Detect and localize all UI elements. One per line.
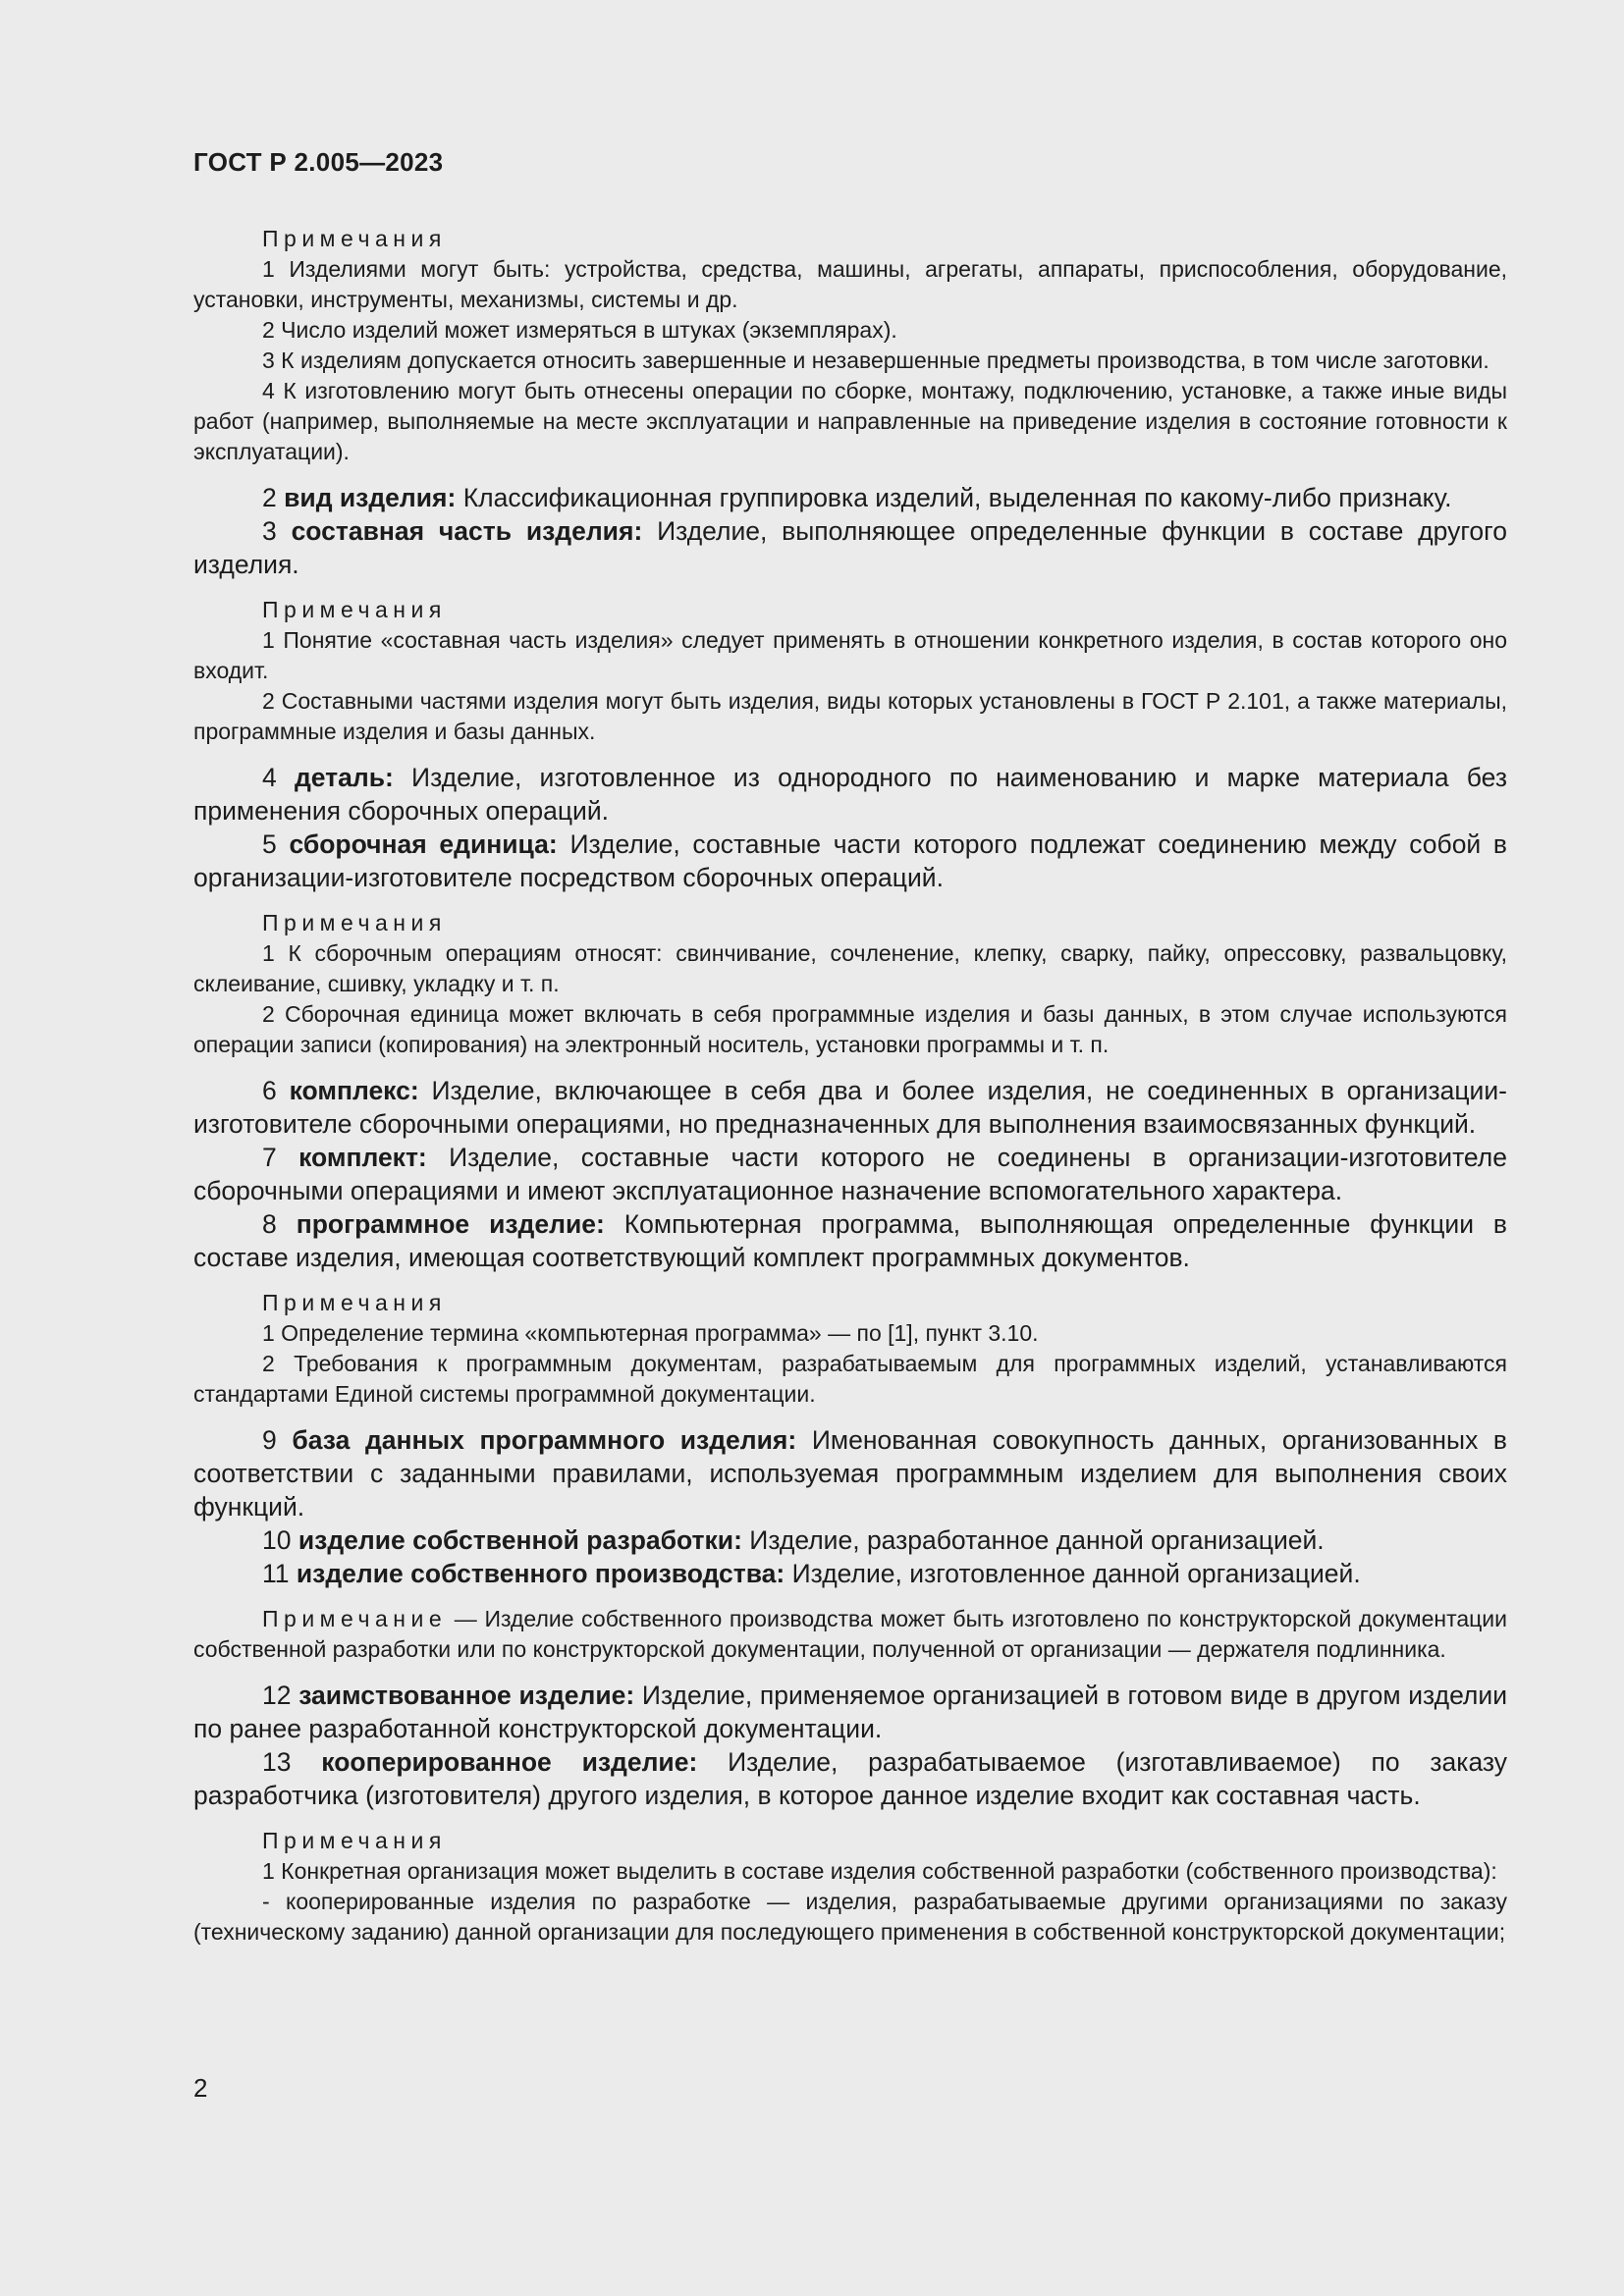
note-item: 2 Сборочная единица может включать в себя программные изделия и базы данных, в этом случае используются операции записи (копирования) на электронный носитель, установки программы и т. п. [193, 1001, 1507, 1057]
note-item: - кооперированные изделия по разработке — изделия, разрабатываемые другими организациями по заказу (техническому заданию) данной организации для последующего применения в собственной конструкторской документации; [193, 1889, 1507, 1945]
note-item: 1 Изделиями могут быть: устройства, средства, машины, агрегаты, аппараты, приспособления, оборудование, установки, инструменты, механизмы, системы и др. [193, 256, 1507, 312]
term-number: 5 [262, 829, 277, 859]
term-text: Изделие, разработанное данной организацией. [749, 1525, 1325, 1555]
note-item: 1 Понятие «составная часть изделия» следует применять в отношении конкретного изделия, в состав которого оно входит. [193, 627, 1507, 683]
term-definition [193, 761, 1507, 828]
term-number: 11 [262, 1559, 290, 1588]
term-definition [193, 481, 1507, 514]
term-number: 6 [262, 1076, 277, 1105]
term-number: 3 [262, 516, 277, 546]
term-name: комплекс: [289, 1076, 419, 1105]
notes-heading: Примечания [262, 1290, 447, 1315]
term-name: вид изделия: [284, 483, 457, 512]
page-number: 2 [193, 2073, 208, 2103]
document-body [193, 224, 1507, 1948]
note-heading: Примечание [262, 1606, 448, 1631]
term-number: 2 [262, 483, 277, 512]
term-text: Изделие, составные части которого подлежат соединению между собой в организации-изготовителе посредством сборочных операций. [193, 829, 1508, 892]
term-name: кооперированное изделие: [321, 1747, 698, 1777]
term-name: изделие собственной разработки: [298, 1525, 742, 1555]
term-text: Изделие, изготовленное из однородного по наименованию и марке материала без применения сборочных операций. [193, 763, 1507, 826]
term-number: 8 [262, 1209, 277, 1239]
term-text: Классификационная группировка изделий, выделенная по какому-либо признаку. [462, 483, 1452, 512]
term-text: Изделие, применяемое организацией в готовом виде в другом изделии по ранее разработанной конструкторской документации. [193, 1681, 1508, 1743]
term-name: база данных программного изделия: [292, 1425, 797, 1455]
term-text: Изделие, составные части которого не соединены в организации-изготовителе сборочными операциями и имеют эксплуатационное назначение вспомогательного характера. [193, 1143, 1507, 1205]
single-note: Примечание — Изделие собственного производства может быть изготовлено по конструкторской документации собственной разработки или по конструкторской документации, полученной от организации — держателя подлинника. [193, 1606, 1508, 1662]
term-name: сборочная единица: [289, 829, 558, 859]
term-definition [193, 1557, 1507, 1590]
term-definition [193, 1074, 1507, 1141]
term-text: Изделие, разрабатываемое (изготавливаемое) по заказу разработчика (изготовителя) другого изделия, в которое данное изделие входит как составная часть. [193, 1747, 1507, 1810]
note-text: Изделие собственного производства может быть изготовлено по конструкторской документации собственной разработки или по конструкторской документации, полученной от организации — держателя подлинника. [193, 1606, 1508, 1662]
note-item: 1 Конкретная организация может выделить в составе изделия собственной разработки (собственного производства): [262, 1858, 1497, 1884]
term-text: Именованная совокупность данных, организованных в соответствии с заданными правилами, используемая программным изделием для выполнения своих функций. [193, 1425, 1508, 1522]
term-name: программное изделие: [296, 1209, 605, 1239]
term-number: 12 [262, 1681, 292, 1710]
term-definition [193, 1745, 1507, 1812]
term-text: Изделие, выполняющее определенные функции в составе другого изделия. [193, 516, 1507, 579]
term-definition [193, 514, 1507, 581]
term-text: Компьютерная программа, выполняющая определенные функции в составе изделия, имеющая соответствующий комплект программных документов. [193, 1209, 1507, 1272]
note-item: 1 Определение термина «компьютерная программа» — по [1], пункт 3.10. [262, 1320, 1039, 1346]
note-item: 2 Составными частями изделия могут быть изделия, виды которых установлены в ГОСТ Р 2.101, а также материалы, программные изделия и базы данных. [193, 688, 1507, 744]
term-number: 13 [262, 1747, 292, 1777]
term-number: 9 [262, 1425, 277, 1455]
note-item: 1 К сборочным операциям относят: свинчивание, сочленение, клепку, сварку, пайку, опрессовку, развальцовку, склеивание, сшивку, укладку и т. п. [193, 940, 1507, 996]
notes-heading: Примечания [262, 1828, 447, 1853]
note-item: 4 К изготовлению могут быть отнесены операции по сборке, монтажу, подключению, установке, а также иные виды работ (например, выполняемые на месте эксплуатации и направленные на приведение изделия в состояние готовности к эксплуатации). [193, 378, 1507, 464]
term-number: 7 [262, 1143, 277, 1172]
term-number: 10 [262, 1525, 292, 1555]
notes-heading: Примечания [262, 226, 447, 251]
term-name: заимствованное изделие: [298, 1681, 635, 1710]
notes-heading: Примечания [262, 597, 447, 622]
term-text: Изделие, изготовленное данной организацией. [791, 1559, 1361, 1588]
term-definition [193, 828, 1507, 894]
note-item: 3 К изделиям допускается относить завершенные и незавершенные предметы производства, в том числе заготовки. [262, 347, 1489, 373]
term-name: комплект: [298, 1143, 427, 1172]
note-item: 2 Число изделий может измеряться в штуках (экземплярах). [262, 317, 897, 343]
document-header: ГОСТ Р 2.005—2023 [193, 147, 444, 177]
note-item: 2 Требования к программным документам, разрабатываемым для программных изделий, устанавливаются стандартами Единой системы программной документации. [193, 1351, 1507, 1407]
term-name: составная часть изделия: [291, 516, 643, 546]
term-definition [193, 1423, 1507, 1523]
term-name: деталь: [294, 763, 394, 792]
term-definition [193, 1523, 1507, 1557]
term-text: Изделие, включающее в себя два и более изделия, не соединенных в организации-изготовителе сборочными операциями, но предназначенных для выполнения взаимосвязанных функций. [193, 1076, 1507, 1139]
notes-heading: Примечания [262, 910, 447, 935]
term-name: изделие собственного производства: [296, 1559, 785, 1588]
term-definition [193, 1141, 1507, 1207]
term-number: 4 [262, 763, 277, 792]
term-definition [193, 1679, 1507, 1745]
term-definition [193, 1207, 1507, 1274]
